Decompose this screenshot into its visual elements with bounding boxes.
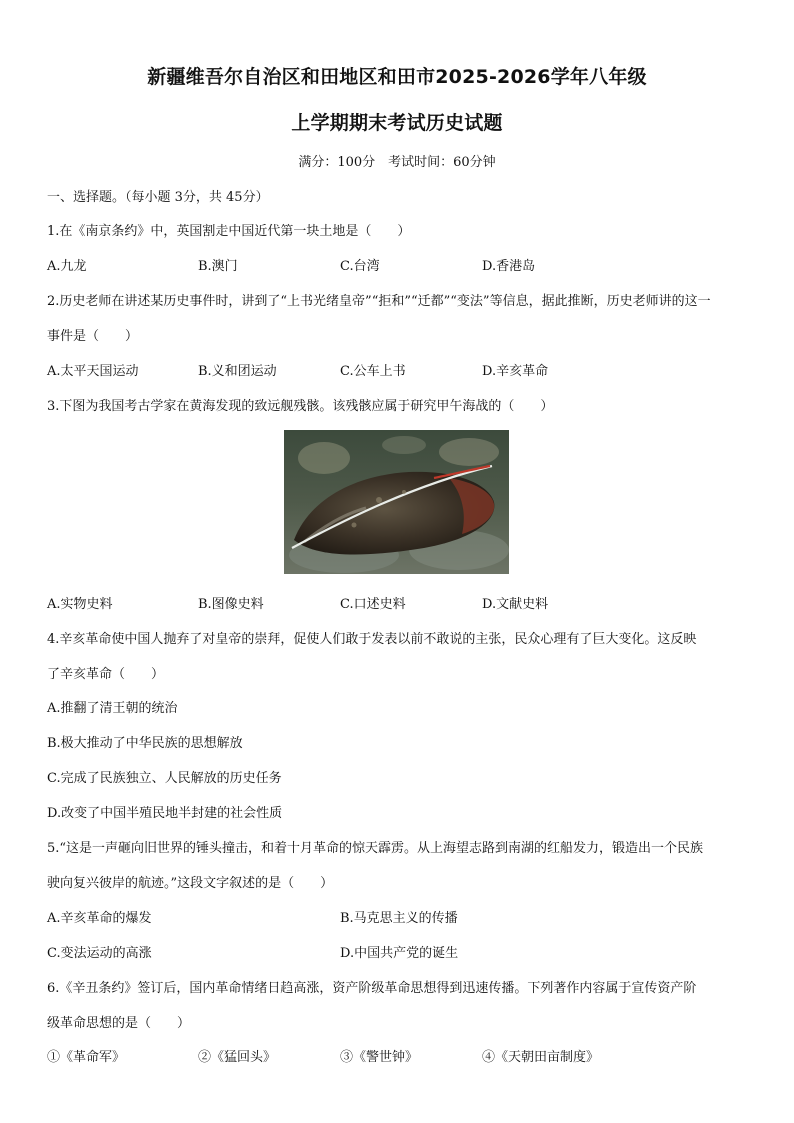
q2-option-c: C.公车上书 (340, 364, 406, 379)
q1-option-c: C.台湾 (340, 259, 380, 274)
q4-option-c: C.完成了民族独立、人民解放的历史任务 (47, 771, 282, 786)
q3-option-b: B.图像史料 (198, 597, 264, 612)
q6-stem-line1: 6.《辛丑条约》签订后，国内革命情绪日趋高涨，资产阶级革命思想得到迅速传播。下列著作内容属于宣传资产阶 (47, 981, 697, 996)
section-heading: 一、选择题。（每小题 3分，共 45分） (47, 190, 269, 205)
q3-option-a: A.实物史料 (47, 597, 113, 612)
q1-option-b: B.澳门 (198, 259, 238, 274)
q5-stem-line1: 5.“这是一声砸向旧世界的锤头撞击，和着十月革命的惊天霹雳。从上海望志路到南湖的红船发力，锻造出一个民族 (47, 841, 704, 856)
q6-stem-line2: 级革命思想的是（ ） (47, 1016, 191, 1031)
q2-option-b: B.义和团运动 (198, 364, 277, 379)
q2-stem-line1: 2.历史老师在讲述某历史事件时，讲到了“上书光绪皇帝”“拒和”“迁都”“变法”等信息，据此推断，历史老师讲的这一 (47, 294, 711, 309)
q4-stem-line1: 4.辛亥革命使中国人抛弃了对皇帝的崇拜，促使人们敢于发表以前不敢说的主张，民众心理有了巨大变化。这反映 (47, 632, 697, 647)
q3-stem: 3.下图为我国考古学家在黄海发现的致远舰残骸。该残骸应属于研究甲午海战的（ ） (47, 399, 554, 414)
q1-stem: 1.在《南京条约》中，英国割走中国近代第一块土地是（ ） (47, 224, 411, 239)
q4-stem-line2: 了辛亥革命（ ） (47, 667, 165, 682)
q1-option-d: D.香港岛 (482, 259, 536, 274)
exam-meta: 满分：100分 考试时间：60分钟 (298, 155, 496, 170)
q3-option-c: C.口述史料 (340, 597, 406, 612)
doc-title-line1: 新疆维吾尔自治区和田地区和田市2025-2026学年八年级 (147, 66, 647, 88)
q5-stem-line2: 驶向复兴彼岸的航迹。”这段文字叙述的是（ ） (47, 876, 334, 891)
q6-option-4: ④《天朝田亩制度》 (482, 1050, 600, 1065)
q2-stem-line2: 事件是（ ） (47, 329, 139, 344)
q5-option-d: D.中国共产党的诞生 (340, 946, 459, 961)
q6-option-2: ②《猛回头》 (198, 1050, 277, 1065)
q6-option-1: ①《革命军》 (47, 1050, 126, 1065)
q6-option-3: ③《警世钟》 (340, 1050, 419, 1065)
q1-option-a: A.九龙 (47, 259, 87, 274)
q5-option-c: C.变法运动的高涨 (47, 946, 152, 961)
q5-option-b: B.马克思主义的传播 (340, 911, 458, 926)
q4-option-b: B.极大推动了中华民族的思想解放 (47, 736, 243, 751)
q3-option-d: D.文献史料 (482, 597, 549, 612)
q2-option-d: D.辛亥革命 (482, 364, 549, 379)
doc-title-line2: 上学期期末考试历史试题 (291, 112, 503, 134)
q2-option-a: A.太平天国运动 (47, 364, 139, 379)
q4-option-a: A.推翻了清王朝的统治 (47, 701, 178, 716)
q5-option-a: A.辛亥革命的爆发 (47, 911, 152, 926)
q4-option-d: D.改变了中国半殖民地半封建的社会性质 (47, 806, 283, 821)
shipwreck-photo (284, 430, 509, 574)
